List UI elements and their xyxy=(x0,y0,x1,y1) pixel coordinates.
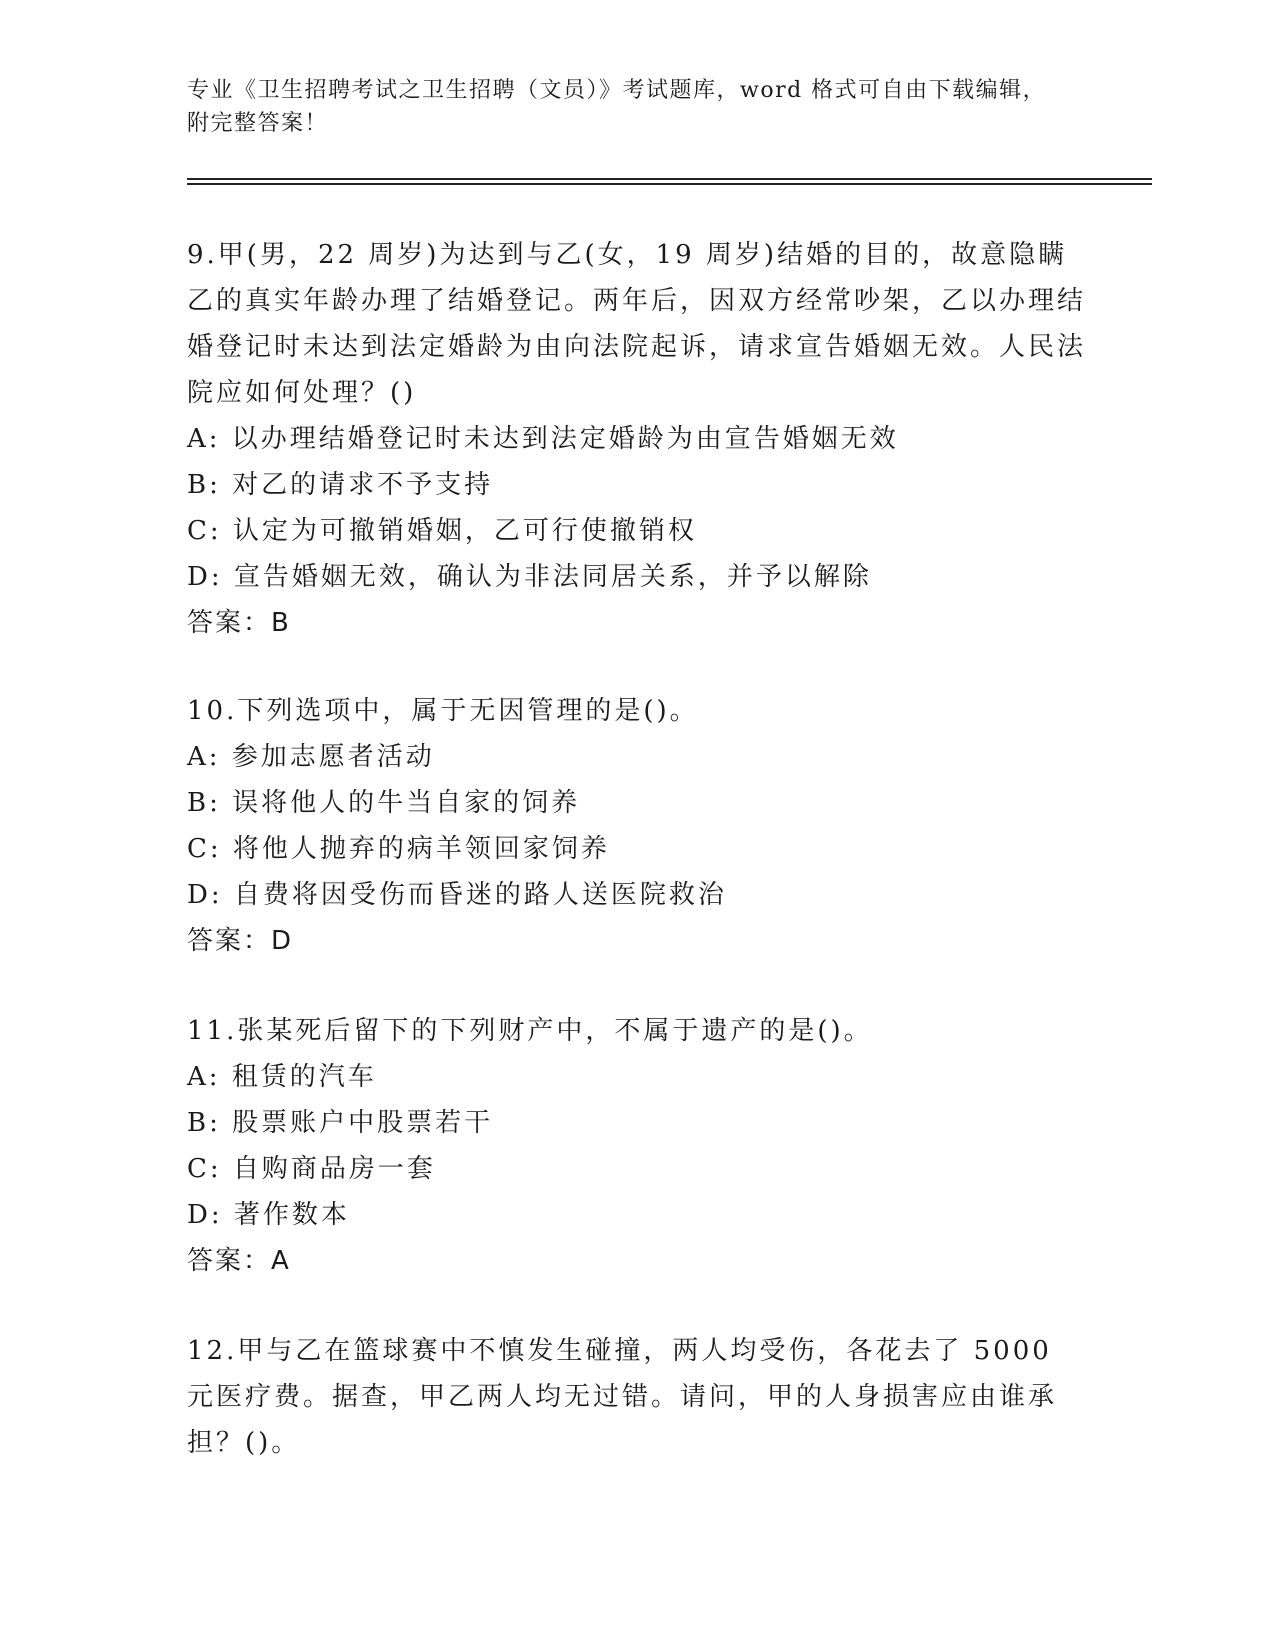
option-d: D: 著作数本 xyxy=(187,1200,350,1230)
document-header: 专业《卫生招聘考试之卫生招聘（文员）》考试题库，word 格式可自由下载编辑，附完整答案！ xyxy=(187,78,1047,136)
answer: 答案：A xyxy=(187,1246,291,1276)
question-stem: 11.张某死后留下的下列财产中，不属于遗产的是()。 xyxy=(187,1016,873,1046)
option-b: B: 股票账户中股票若干 xyxy=(187,1108,494,1138)
option-c: C: 将他人抛弃的病羊领回家饲养 xyxy=(187,834,610,864)
question-stem: 12.甲与乙在篮球赛中不慎发生碰撞，两人均受伤，各花去了 5000 元医疗费。据查，甲乙两人均无过错。请问，甲的人身损害应由谁承担？()。 xyxy=(187,1336,1058,1458)
option-a: A: 参加志愿者活动 xyxy=(187,742,435,772)
question-9 xyxy=(187,232,1087,646)
option-b: B: 误将他人的牛当自家的饲养 xyxy=(187,788,581,818)
question-11 xyxy=(187,1008,1087,1284)
question-stem: 9.甲(男，22 周岁)为达到与乙(女，19 周岁)结婚的目的，故意隐瞒乙的真实年龄办理了结婚登记。两年后，因双方经常吵架，乙以办理结婚登记时未达到法定婚龄为由向法院起诉，请求宣告婚姻无效。人民法院应如何处理？() xyxy=(187,240,1087,408)
question-12 xyxy=(187,1328,1087,1466)
option-a: A: 以办理结婚登记时未达到法定婚龄为由宣告婚姻无效 xyxy=(187,424,899,454)
option-c: C: 认定为可撤销婚姻，乙可行使撤销权 xyxy=(187,516,697,546)
option-a: A: 租赁的汽车 xyxy=(187,1062,377,1092)
option-d: D: 宣告婚姻无效，确认为非法同居关系，并予以解除 xyxy=(187,562,872,592)
question-10 xyxy=(187,688,1087,964)
option-d: D: 自费将因受伤而昏迷的路人送医院救治 xyxy=(187,880,727,910)
option-c: C: 自购商品房一套 xyxy=(187,1154,436,1184)
answer: 答案：D xyxy=(187,926,294,956)
option-b: B: 对乙的请求不予支持 xyxy=(187,470,494,500)
header-divider-top xyxy=(187,178,1152,180)
answer: 答案：B xyxy=(187,608,291,638)
question-stem: 10.下列选项中，属于无因管理的是()。 xyxy=(187,696,699,726)
header-divider-bottom xyxy=(187,183,1152,185)
